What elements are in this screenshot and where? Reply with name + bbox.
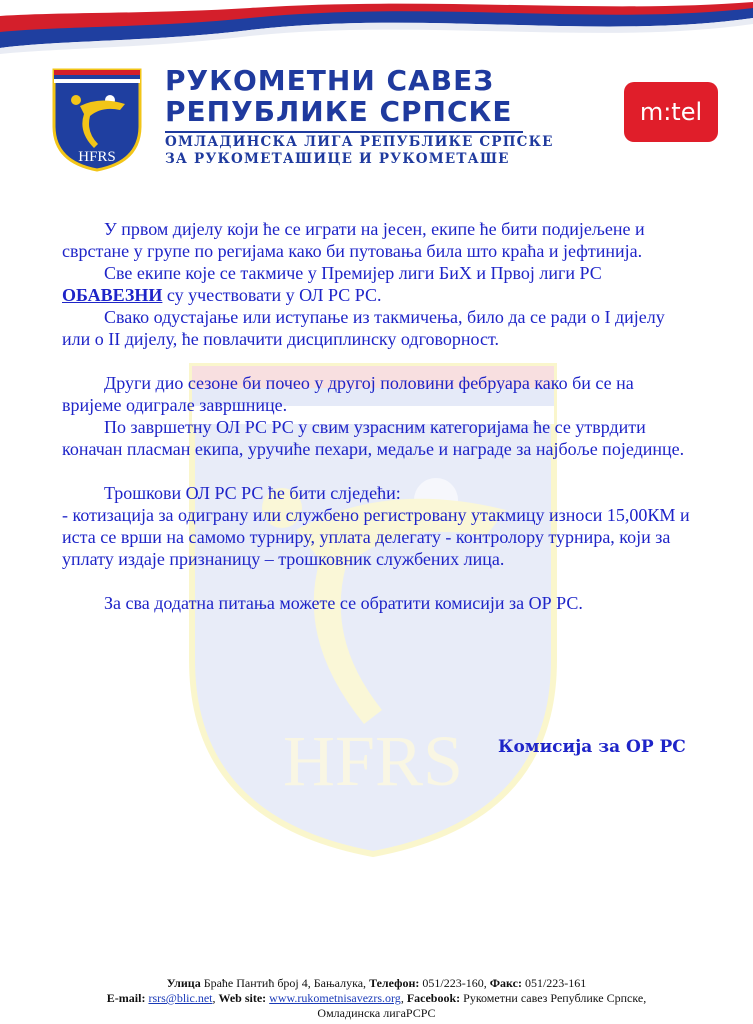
flag-wave-banner xyxy=(0,0,753,60)
paragraph-4: Други дио сезоне би почео у другој половини фебруара како би се на вријеме одиграле завршнице. xyxy=(62,373,634,415)
paragraph-5: По завршетну ОЛ РС РС у свим узрасним категоријама ће се утврдити коначан пласман екипа, уручиће пехари, медаље и награде за најбоље појединце. xyxy=(62,417,685,459)
watermark-text: HFRS xyxy=(282,721,464,801)
org-title-line2: РЕПУБЛИКЕ СРПСКЕ xyxy=(165,95,513,128)
street-value: Браће Пантић број 4, Бањалука, xyxy=(200,976,370,990)
paragraph-8: За сва додатна питања можете се обратити комисији за ОР РС. xyxy=(104,593,583,613)
signature: Комисија за ОР РС xyxy=(498,737,686,757)
paragraph-2 xyxy=(62,262,692,306)
paragraph-3: Свако одустајање или иступање из такмичења, било да се ради о I дијелу или о II дијелу, ће повлачити дисциплинску одговорност. xyxy=(62,307,665,349)
fax-value: 051/223-161 xyxy=(521,976,587,990)
footer-line-1 xyxy=(40,976,713,991)
email-link[interactable]: rsrs@blic.net xyxy=(148,991,213,1005)
title-divider xyxy=(165,131,523,133)
footer-contact xyxy=(40,976,713,1021)
organization-title xyxy=(165,66,513,128)
facebook-value: Рукометни савез Републике Српске, xyxy=(460,991,647,1005)
org-subtitle-line2: ЗА РУКОМЕТАШИЦЕ И РУКОМЕТАШЕ xyxy=(165,151,510,167)
org-subtitle-line1: ОМЛАДИНСКА ЛИГА РЕПУБЛИКЕ СРПСКЕ xyxy=(165,134,554,150)
paragraph-2-end: су учествовати у ОЛ РС РС. xyxy=(162,285,382,305)
paragraph-7: - котизација за одиграну или службено регистровану утакмицу износи 15,00КМ и иста се врши на самомо турниру, уплата делегату - контролору турнира, који за уплату издаје признаницу – трошковник службених лица. xyxy=(62,505,690,569)
paragraph-6: Трошкови ОЛ РС РС ће бити слједећи: xyxy=(104,483,401,503)
mandatory-emphasis: ОБАВЕЗНИ xyxy=(62,285,163,305)
organization-subtitle xyxy=(165,134,554,168)
paragraph-1: У првом дијелу који ће се играти на јесен, екипе ће бити подијељене и сврстане у групе по регијама како би путовања била што краћа и јефтинија. xyxy=(62,219,645,261)
footer-line-2: E-mail: rsrs@blic.net, Web site: www.rukometnisavezrs.org, Facebook: Рукометни савез Републике Српске, xyxy=(106,991,647,1005)
org-title-line1: РУКОМЕТНИ САВЕЗ xyxy=(165,64,495,97)
letter-body xyxy=(62,218,692,614)
facebook-label: Facebook: xyxy=(406,991,461,1005)
email-label: E-mail: xyxy=(106,991,146,1005)
hfrs-logo xyxy=(50,66,144,172)
mtel-sponsor-logo xyxy=(624,82,718,142)
footer-line-3: Омладинска лигаРСРС xyxy=(317,1006,436,1020)
web-label: Web site: xyxy=(218,991,267,1005)
sponsor-label: m:tel xyxy=(639,98,703,126)
phone-value: 051/223-160, xyxy=(419,976,490,990)
logo-text: HFRS xyxy=(78,149,116,165)
street-label: Улица xyxy=(166,976,201,990)
website-link[interactable]: www.rukometnisavezrs.org xyxy=(269,991,401,1005)
paragraph-2-start: Све екипе које се такмиче у Премијер лиги БиХ и Првој лиги РС xyxy=(104,263,602,283)
fax-label: Факс: xyxy=(489,976,522,990)
phone-label: Телефон: xyxy=(369,976,420,990)
